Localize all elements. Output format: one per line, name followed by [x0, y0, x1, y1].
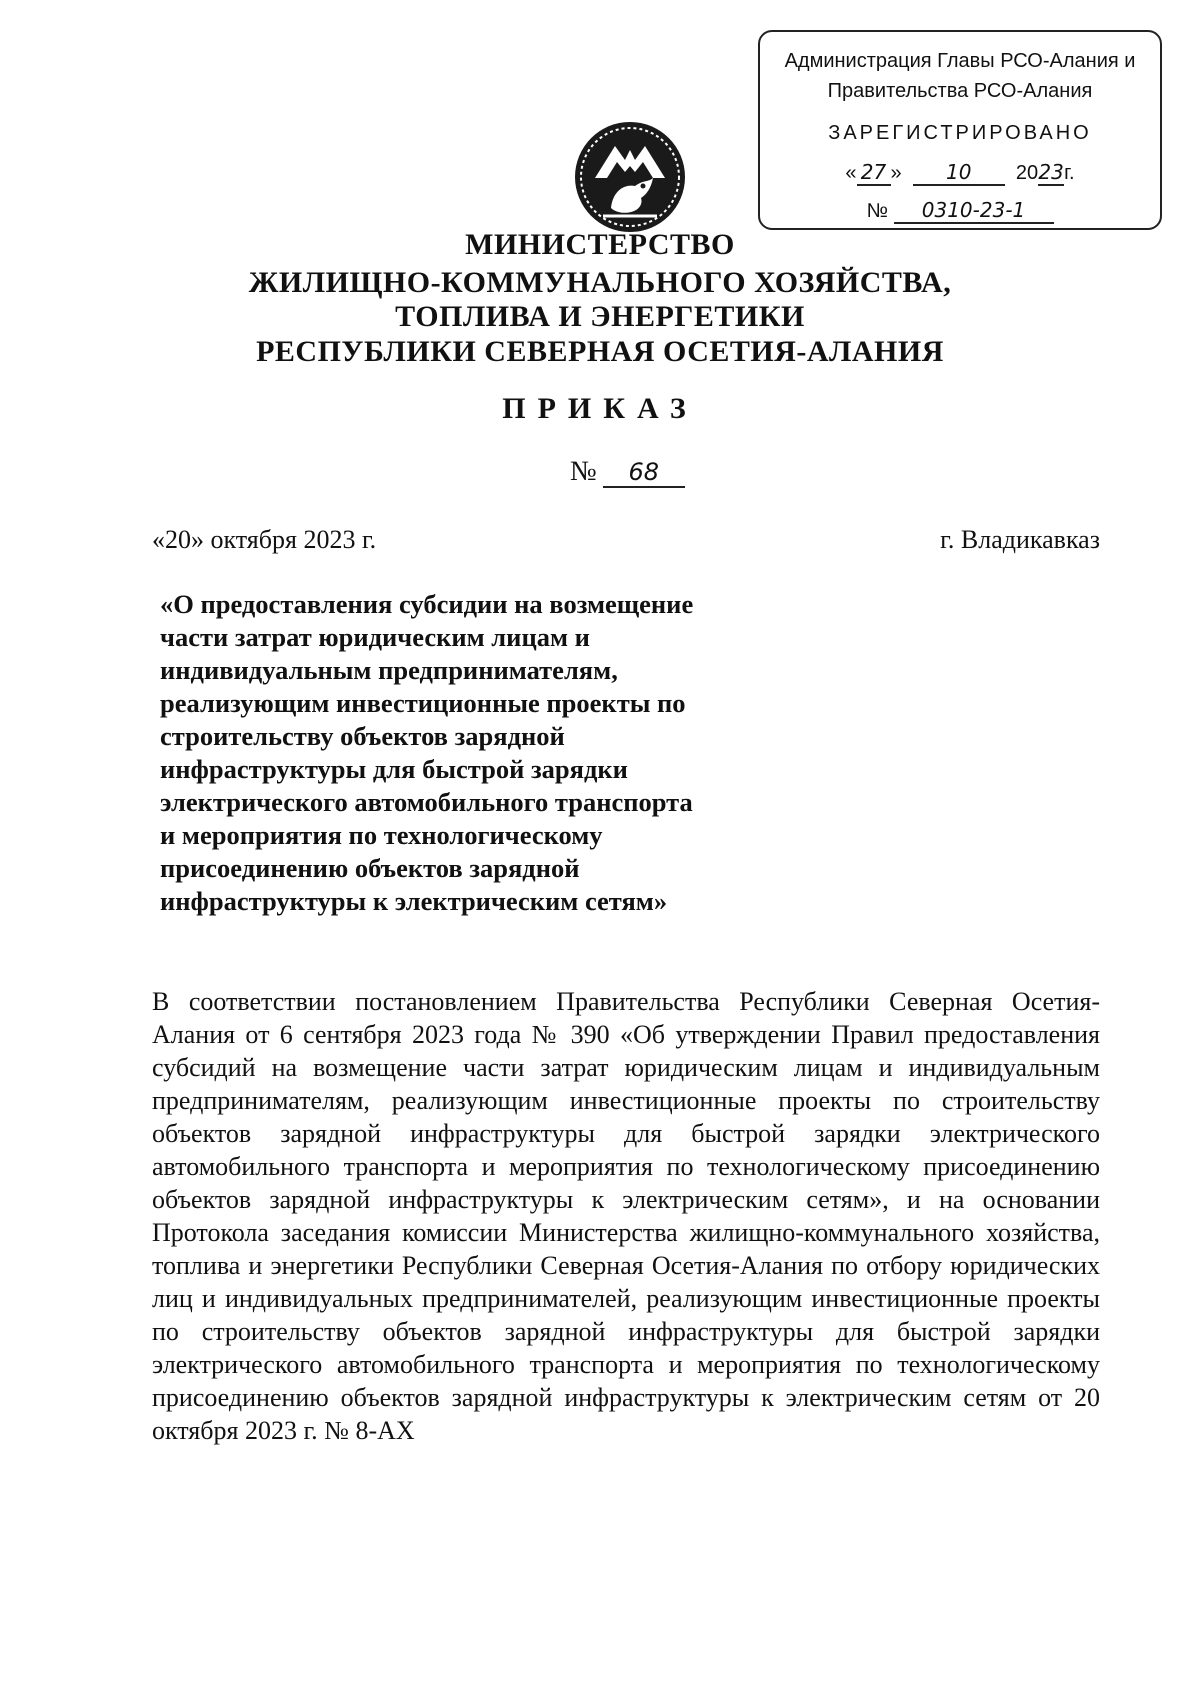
coat-of-arms-icon — [573, 120, 687, 234]
stamp-number-value: 0310-23-1 — [894, 198, 1054, 224]
registration-stamp — [758, 30, 1162, 230]
stamp-date: « 27 » 10 2023г. — [845, 160, 1075, 184]
subject-line: «О предоставления субсидии на возмещение — [160, 589, 694, 619]
order-number-value: 68 — [603, 458, 685, 488]
subject-line: инфраструктуры для быстрой зарядки — [160, 754, 628, 784]
stamp-number-label: № — [866, 200, 888, 222]
order-number-label: № — [570, 456, 597, 487]
stamp-month: 10 — [913, 160, 1005, 186]
order-date: «20» октября 2023 г. — [152, 525, 377, 554]
stamp-day: 27 — [857, 160, 891, 186]
stamp-year-prefix: 20 — [1015, 162, 1039, 184]
ministry-header-line-3: ТОПЛИВА И ЭНЕРГЕТИКИ — [395, 300, 805, 333]
subject-line: части затрат юридическим лицам и — [160, 622, 590, 652]
subject-line: присоединению объектов зарядной — [160, 853, 580, 883]
stamp-year-suffix: 23 — [1038, 160, 1064, 184]
order-number — [570, 456, 685, 488]
stamp-line-2: Правительства РСО-Алания — [827, 80, 1093, 102]
body-paragraph: В соответствии постановлением Правительства Республики Северная Осетия-Алания от 6 сентября 2023 года № 390 «Об утверждении Правил предоставления субсидий на возмещение части затрат юридическим лицам и индивидуальным предпринимателям, реализующим инвестиционные проекты по строительству объектов зарядной инфраструктуры для быстрой зарядки электрического автомобильного транспорта и мероприятия по технологическому присоединению объектов зарядной инфраструктуры к электрическим сетям», и на основании Протокола заседания комиссии Министерства жилищно-коммунального хозяйства, топлива и энергетики Республики Северная Осетия-Алания по отбору юридических лиц и индивидуальных предпринимателей, реализующим инвестиционные проекты по строительству объектов зарядной инфраструктуры для быстрой зарядки электрического автомобильного транспорта и мероприятия по технологическому присоединению объектов зарядной инфраструктуры к электрическим сетям от 20 октября 2023 г. № 8-АХ — [152, 987, 1100, 1445]
order-title: ПРИКАЗ — [502, 392, 698, 425]
order-city: г. Владикавказ — [940, 525, 1100, 554]
subject-line: электрического автомобильного транспорта — [160, 787, 693, 817]
subject-line: индивидуальным предпринимателям, — [160, 655, 618, 685]
stamp-line-1: Администрация Главы РСО-Алания и — [784, 50, 1136, 72]
subject-line: и мероприятия по технологическому — [160, 820, 603, 850]
stamp-number — [760, 198, 1160, 224]
subject-line: инфраструктуры к электрическим сетям» — [160, 886, 668, 916]
ministry-header-line-2: ЖИЛИЩНО-КОММУНАЛЬНОГО ХОЗЯЙСТВА, — [248, 266, 952, 299]
stamp-year-unit: г. — [1064, 162, 1075, 184]
subject-line: строительству объектов зарядной — [160, 721, 565, 751]
stamp-registered-label: ЗАРЕГИСТРИРОВАНО — [828, 122, 1092, 144]
ministry-header-line-4: РЕСПУБЛИКИ СЕВЕРНАЯ ОСЕТИЯ-АЛАНИЯ — [256, 335, 944, 368]
order-subject — [160, 588, 780, 918]
ministry-header-line-1: МИНИСТЕРСТВО — [465, 228, 735, 261]
subject-line: реализующим инвестиционные проекты по — [160, 688, 686, 718]
